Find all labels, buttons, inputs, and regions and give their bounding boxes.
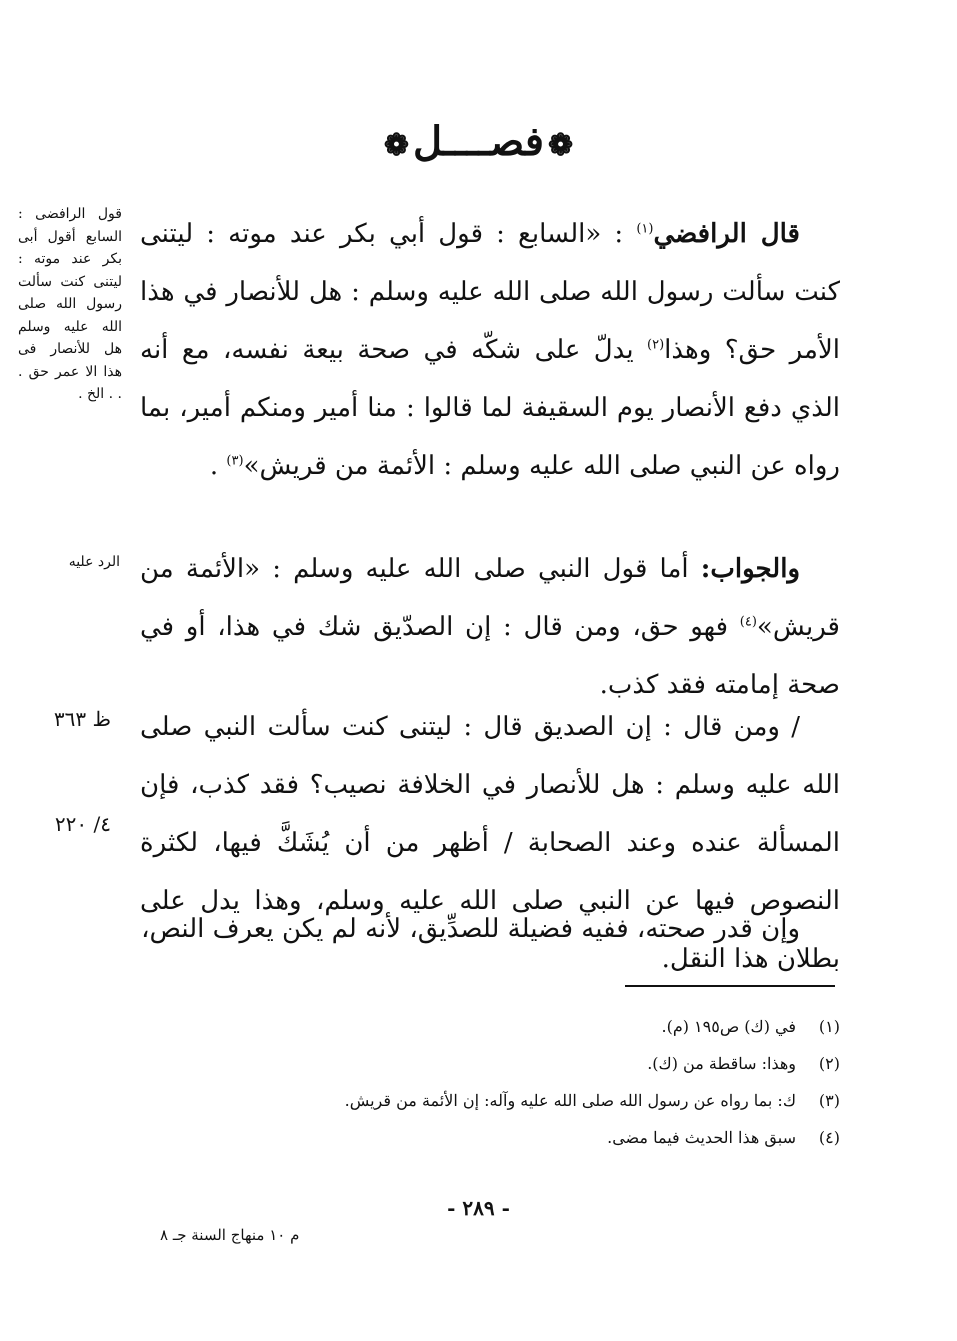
footnote-item [250, 1008, 840, 1045]
title-ornament-right-icon: ❁ [547, 128, 574, 163]
paragraph-text: . [209, 451, 227, 481]
paragraph-lead: قال الرافضي [653, 219, 800, 249]
footnote-text: سبق هذا الحديث فيما مضى. [607, 1128, 796, 1147]
footnote-item [250, 1082, 840, 1119]
footnote-number: (٢) [818, 1054, 840, 1073]
footnote-number: (٣) [818, 1091, 840, 1110]
paragraph-lead: والجواب: [700, 554, 801, 584]
paragraph-text: / ومن قال : إن الصديق قال : ليتنى كنت سألت النبي صلى الله عليه وسلم : هل للأنصار في الخلافة نصيب؟ فقد كذب، فإن المسألة عنده وعند الصحابة / أظهر من أن يُشَكَّ فيها، لكثرة النصوص فيها عن النبي صلى الله عليه وسلم، وهذا يدل على بطلان هذا النقل. [140, 712, 840, 974]
edition-page-ref: ٤/ ٢٢٠ [54, 812, 111, 836]
footnote-ref-3: (٣) [226, 453, 244, 469]
footnote-number: (١) [818, 1017, 840, 1036]
footnote-ref-2: (٢) [647, 337, 665, 353]
paragraph-text: : «السابع : قول أبي بكر عند موته : ليتنى كنت سألت رسول الله صلى الله عليه وسلم : هل للأنصار في هذا الأمر حق؟ وهذا [140, 219, 841, 365]
section-title [0, 118, 957, 165]
margin-note-reply: الرد عليه [68, 554, 120, 570]
section-title-text: فصــــل [413, 118, 544, 165]
paragraph-text: يدلّ على شكّه في صحة بيعة نفسه، مع أنه الذي دفع الأنصار يوم السقيفة لما قالوا : منا أمير ومنكم أمير، بما رواه عن النبي صلى الله عليه وسلم : الأئمة من قريش» [140, 335, 840, 481]
manuscript-page-ref: ظ ٣٦٣ [53, 707, 111, 731]
footnote-text: وهذا: ساقطة من (ك). [647, 1054, 796, 1073]
footnote-number: (٤) [818, 1128, 840, 1147]
footnotes [250, 1008, 840, 1156]
footnote-item [250, 1045, 840, 1082]
margin-note-claim: قول الرافضى : السابع أقول أبى بكر عند موته : ليتنى كنت سألت رسول الله صلى الله عليه وسلم هل للأنصار فى هذا الا عمر حق . . . الخ . [18, 206, 122, 402]
footnote-item [250, 1119, 840, 1156]
paragraph-answer [140, 540, 840, 714]
footnote-divider [625, 985, 835, 987]
footnote-ref-4: (٤) [739, 614, 757, 630]
title-ornament-left-icon: ❁ [383, 128, 409, 163]
paragraph-continuation [140, 900, 840, 958]
footnote-text: ك: بما رواه عن رسول الله صلى الله عليه وآله: إن الأئمة من قريش. [344, 1091, 796, 1110]
paragraph-text: وإن قدر صحته، ففيه فضيلة للصدِّيق، لأنه لم يكن يعرف النص، [141, 914, 800, 944]
print-signature: م ١٠ منهاج السنة جـ ٨ [160, 1226, 300, 1244]
paragraph-text: فهو حق، ومن قال : إن الصدّيق شك في هذا، أو في صحة إمامته فقد كذب. [140, 612, 840, 700]
footnote-text: في (ك) ص١٩٥ (م). [661, 1017, 796, 1036]
paragraph-text: أما قول النبي صلى الله عليه وسلم : «الأئمة من قريش» [140, 554, 840, 642]
page-number: - ٢٨٩ - [447, 1196, 510, 1220]
footnote-ref-1: (١) [636, 221, 654, 237]
paragraph-rafidi-claim [140, 205, 840, 495]
